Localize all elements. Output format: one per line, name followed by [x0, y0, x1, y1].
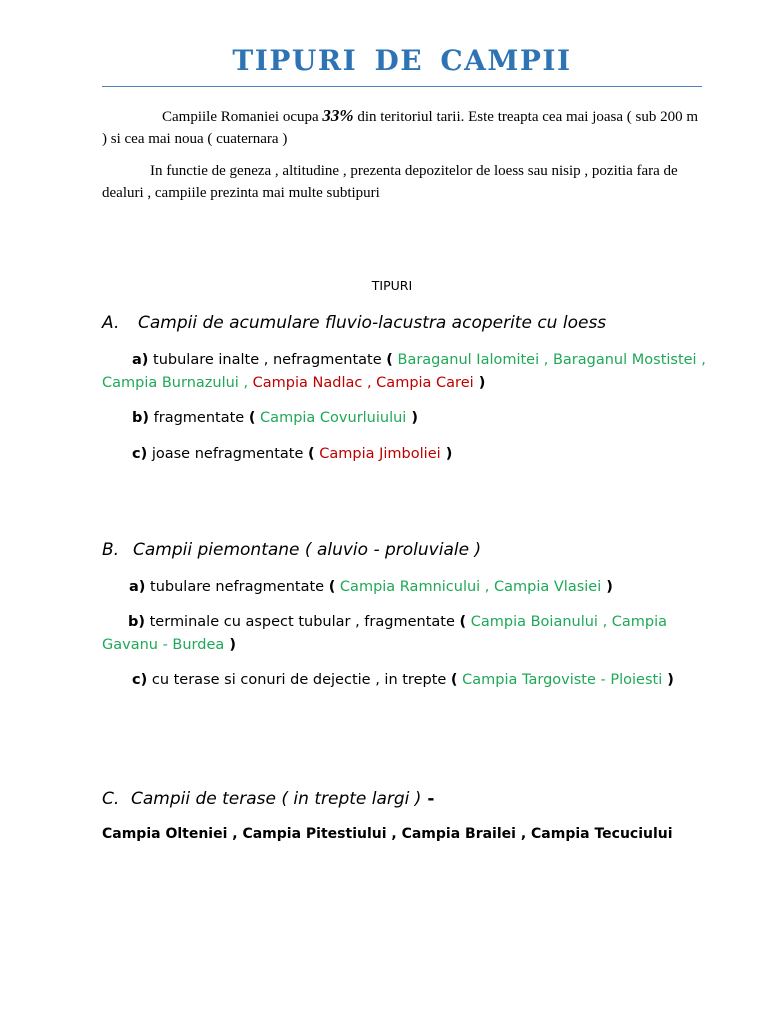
open-paren: ( — [450, 672, 458, 688]
open-paren: ( — [386, 352, 393, 368]
section-a-item-a — [102, 349, 712, 395]
open-paren: ( — [308, 446, 315, 462]
close-paren: ) — [601, 579, 613, 595]
section-b-heading — [102, 540, 481, 560]
item-label: a) — [132, 352, 149, 368]
item-text: joase nefragmentate — [147, 446, 309, 462]
item-label: c) — [132, 446, 148, 462]
red-places: Campia Nadlac , Campia Carei — [252, 375, 474, 391]
types-heading: TIPURI — [371, 278, 413, 293]
page-title: TIPURI DE CAMPII — [232, 44, 572, 77]
intro-paragraph-1 — [102, 105, 702, 150]
section-a-item-c — [102, 443, 712, 466]
item-text: cu terase si conuri de dejectie , in trepte — [147, 672, 451, 688]
section-c-title: Campii de terase ( in trepte largi ) — [131, 789, 422, 809]
close-paren: ) — [224, 637, 236, 653]
section-c-list: Campia Olteniei , Campia Pitestiului , Campia Brailei , Campia Tecuciului — [102, 826, 673, 842]
close-paren: ) — [473, 375, 486, 391]
item-text: fragmentate — [149, 410, 249, 426]
intro-text-after: din teritoriul tarii. Este treapta cea mai joasa ( sub 200 m ) si cea mai noua ( cuaternara ) — [102, 109, 699, 147]
green-places: Campia Ramnicului , Campia Vlasiei — [335, 579, 602, 595]
item-text: terminale cu aspect tubular , fragmentate — [145, 614, 460, 630]
item-label: c) — [132, 672, 148, 688]
section-a-title: Campii de acumulare fluvio-lacustra acoperite cu loess — [138, 313, 607, 333]
close-paren: ) — [406, 410, 419, 426]
section-b-item-c — [102, 669, 712, 692]
item-text: tubulare inalte , nefragmentate — [148, 352, 387, 368]
item-label: a) — [129, 579, 146, 595]
section-b-letter: B. — [102, 540, 120, 560]
intro-percent: 33% — [322, 106, 354, 125]
red-places: Campia Jimboliei — [314, 446, 441, 462]
intro-text-before: Campiile Romaniei ocupa — [162, 109, 323, 125]
open-paren: ( — [459, 614, 467, 630]
section-c-dash: - — [421, 789, 435, 809]
item-text: tubulare nefragmentate — [145, 579, 329, 595]
item-label: b) — [128, 614, 146, 630]
section-c-heading — [102, 789, 434, 809]
section-c-letter: C. — [102, 789, 120, 809]
green-places: Baraganul Ialomitei , Baraganul Mostistei , Campia Burnazului , — [102, 352, 706, 391]
intro-paragraph-2: In functie de geneza , altitudine , prezenta depozitelor de loess sau nisip , pozitia fara de dealuri , campiile prezinta mai multe subtipuri — [102, 163, 678, 201]
section-a-letter: A. — [102, 313, 120, 333]
green-places: Campia Targoviste - Ploiesti — [457, 672, 663, 688]
green-places: Campia Covurluiului — [255, 410, 407, 426]
section-a-heading — [102, 313, 606, 333]
section-a-item-b — [102, 407, 712, 430]
section-b-item-a — [102, 576, 712, 599]
section-b-item-b — [102, 611, 712, 657]
close-paren: ) — [440, 446, 453, 462]
open-paren: ( — [248, 410, 256, 426]
item-label: b) — [132, 410, 150, 426]
green-places: Campia Boianului , Campia Gavanu - Burdea — [102, 614, 668, 653]
close-paren: ) — [662, 672, 674, 688]
section-b-title: Campii piemontane ( aluvio - proluviale ) — [133, 540, 482, 560]
open-paren: ( — [328, 579, 336, 595]
title-underline — [102, 86, 702, 87]
